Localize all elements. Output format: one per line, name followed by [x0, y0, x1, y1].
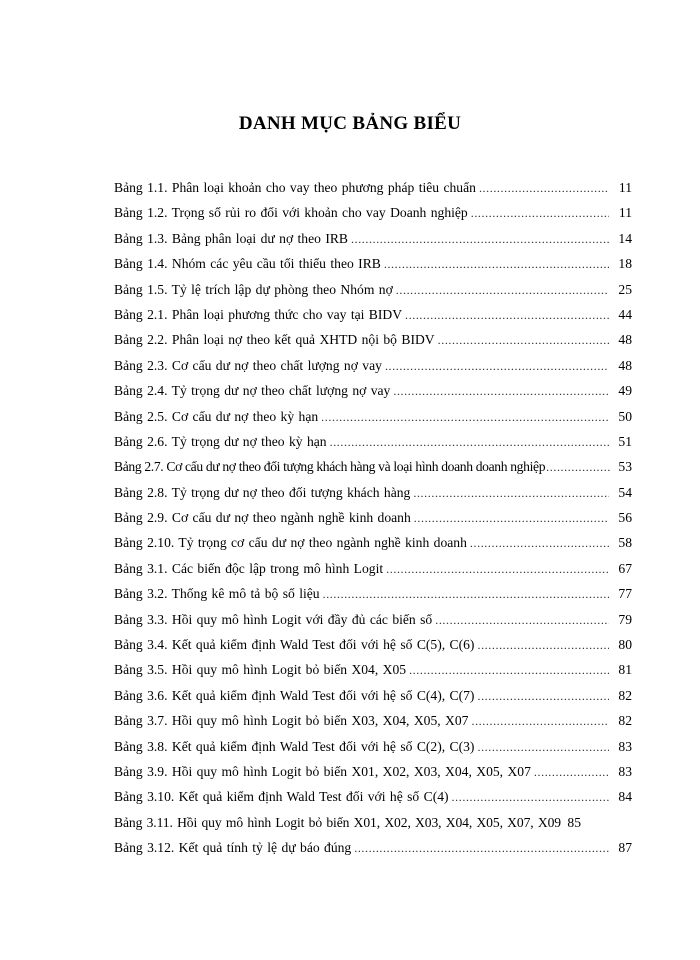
toc-entry-label: Bảng 2.10. Tỷ trọng cơ cấu dư nợ theo ngành nghề kinh doanh [114, 535, 467, 551]
toc-leader-dots [386, 557, 609, 581]
toc-leader-dots [477, 735, 609, 759]
toc-entry-page: 81 [618, 662, 632, 678]
toc-entry-page: 82 [618, 713, 632, 729]
toc-entry-label: Bảng 3.9. Hồi quy mô hình Logit bỏ biến X01, X02, X03, X04, X05, X07 [114, 763, 531, 779]
toc-entry-label: Bảng 3.11. Hồi quy mô hình Logit bỏ biến X01, X02, X03, X04, X05, X07, X09 [114, 814, 561, 830]
toc-leader-dots [477, 633, 609, 657]
toc-entry-page: 14 [618, 230, 632, 246]
toc-entry-page: 77 [618, 586, 632, 602]
toc-leader-dots [351, 227, 609, 251]
toc-entry [114, 734, 632, 759]
toc-entry [114, 277, 632, 302]
toc-leader-dots [546, 455, 611, 479]
toc-entry-label: Bảng 3.1. Các biến độc lập trong mô hình Logit [114, 560, 384, 576]
toc-entry-page: 54 [618, 484, 632, 500]
toc-entry-label: Bảng 2.3. Cơ cấu dư nợ theo chất lượng nợ vay [114, 357, 382, 373]
toc-leader-dots [354, 836, 609, 860]
toc-entry [114, 454, 632, 479]
toc-entry-label: Bảng 2.4. Tỷ trọng dư nợ theo chất lượng nợ vay [114, 383, 391, 399]
toc-entry-label: Bảng 3.8. Kết quả kiểm định Wald Test đối với hệ số C(2), C(3) [114, 738, 475, 754]
toc-entry [114, 607, 632, 632]
toc-entry-label: Bảng 3.7. Hồi quy mô hình Logit bỏ biến X03, X04, X05, X07 [114, 713, 469, 729]
toc-entry-page: 58 [618, 535, 632, 551]
toc-entry [114, 581, 632, 606]
toc-entry [114, 226, 632, 251]
toc-entry-page: 18 [618, 256, 632, 272]
toc-entry [114, 657, 632, 682]
toc-entry-page: 83 [618, 738, 632, 754]
toc-leader-dots [534, 760, 609, 784]
toc-entry [114, 784, 632, 809]
toc-entry [114, 404, 632, 429]
toc-entry [114, 708, 632, 733]
toc-entry-page: 84 [618, 789, 632, 805]
toc-leader-dots [479, 176, 609, 200]
toc-entry-page: 85 [567, 814, 581, 830]
toc-entry-label: Bảng 1.3. Bảng phân loại dư nợ theo IRB [114, 230, 348, 246]
toc-entry-label: Bảng 2.6. Tỷ trọng dư nợ theo kỳ hạn [114, 433, 327, 449]
toc-entry [114, 251, 632, 276]
toc-leader-dots [414, 506, 609, 530]
toc-entry-page: 50 [618, 408, 632, 424]
toc-leader-dots [435, 608, 609, 632]
toc-entry-label: Bảng 2.2. Phân loại nợ theo kết quả XHTD nội bộ BIDV [114, 332, 435, 348]
toc-leader-dots [323, 582, 609, 606]
toc-entry-label: Bảng 2.9. Cơ cấu dư nợ theo ngành nghề kinh doanh [114, 510, 411, 526]
toc-entry-label: Bảng 3.3. Hồi quy mô hình Logit với đầy đủ các biến số [114, 611, 433, 627]
toc-entry-page: 82 [618, 687, 632, 703]
toc-entry-page: 44 [618, 306, 632, 322]
toc-entry [114, 200, 632, 225]
toc-entry [114, 429, 632, 454]
toc-entry-label: Bảng 2.1. Phân loại phương thức cho vay tại BIDV [114, 306, 403, 322]
toc-leader-dots [385, 354, 609, 378]
toc-entry-label: Bảng 2.8. Tỷ trọng dư nợ theo đối tượng khách hàng [114, 484, 411, 500]
toc-entry-label: Bảng 3.2. Thống kê mô tả bộ số liệu [114, 586, 320, 602]
toc-entry-page: 79 [618, 611, 632, 627]
toc-entry [114, 302, 632, 327]
toc-entry-page: 48 [618, 332, 632, 348]
toc-entry-label: Bảng 3.12. Kết quả tính tỷ lệ dự báo đúng [114, 840, 352, 856]
toc-entry [114, 327, 632, 352]
toc-entry-page: 51 [618, 433, 632, 449]
table-list [114, 175, 632, 861]
toc-leader-dots [405, 303, 609, 327]
toc-entry [114, 480, 632, 505]
toc-entry [114, 353, 632, 378]
toc-entry-label: Bảng 2.5. Cơ cấu dư nợ theo kỳ hạn [114, 408, 319, 424]
toc-entry-label: Bảng 1.2. Trọng số rủi ro đối với khoản cho vay Doanh nghiệp [114, 205, 468, 221]
toc-entry [114, 175, 632, 200]
toc-entry-page: 80 [618, 637, 632, 653]
toc-entry [114, 530, 632, 555]
toc-entry [114, 556, 632, 581]
toc-leader-dots [471, 709, 609, 733]
toc-leader-dots [452, 785, 609, 809]
toc-leader-dots [393, 379, 609, 403]
toc-entry-page: 49 [618, 383, 632, 399]
toc-leader-dots [409, 658, 609, 682]
toc-entry-label: Bảng 3.10. Kết quả kiểm định Wald Test đối với hệ số C(4) [114, 789, 449, 805]
toc-entry-label: Bảng 3.5. Hồi quy mô hình Logit bỏ biến X04, X05 [114, 662, 407, 678]
toc-leader-dots [470, 531, 609, 555]
toc-leader-dots [471, 201, 609, 225]
toc-entry-page: 25 [618, 281, 632, 297]
toc-entry-page: 11 [618, 205, 632, 221]
toc-leader-dots [384, 252, 609, 276]
toc-entry-label: Bảng 3.6. Kết quả kiểm định Wald Test đối với hệ số C(4), C(7) [114, 687, 475, 703]
toc-entry-label: Bảng 1.1. Phân loại khoản cho vay theo phương pháp tiêu chuẩn [114, 180, 476, 195]
toc-entry-label: Bảng 2.7. Cơ cấu dư nợ theo đối tượng khách hàng và loại hình doanh doanh nghiệp [114, 459, 546, 475]
toc-entry-page: 83 [618, 763, 632, 779]
toc-entry [114, 505, 632, 530]
toc-entry-page: 53 [618, 459, 632, 475]
page-title: DANH MỤC BẢNG BIỂU [238, 113, 462, 134]
toc-entry-page: 56 [618, 510, 632, 526]
toc-entry [114, 810, 632, 835]
toc-leader-dots [396, 278, 609, 302]
toc-leader-dots [477, 684, 609, 708]
toc-entry-label: Bảng 1.4. Nhóm các yêu cầu tối thiểu theo IRB [114, 256, 381, 272]
toc-entry [114, 683, 632, 708]
toc-entry-page: 87 [618, 840, 632, 856]
toc-entry-page: 48 [618, 357, 632, 373]
toc-leader-dots [321, 405, 609, 429]
toc-entry-label: Bảng 1.5. Tỷ lệ trích lập dự phòng theo Nhóm nợ [114, 281, 393, 297]
toc-entry-label: Bảng 3.4. Kết quả kiểm định Wald Test đối với hệ số C(5), C(6) [114, 637, 475, 653]
toc-leader-dots [413, 481, 609, 505]
toc-leader-dots [438, 328, 609, 352]
toc-entry [114, 759, 632, 784]
toc-entry [114, 632, 632, 657]
toc-entry-page: 11 [618, 180, 632, 195]
toc-leader-dots [330, 430, 609, 454]
toc-entry-page: 67 [618, 560, 632, 576]
toc-entry [114, 378, 632, 403]
toc-entry [114, 835, 632, 860]
